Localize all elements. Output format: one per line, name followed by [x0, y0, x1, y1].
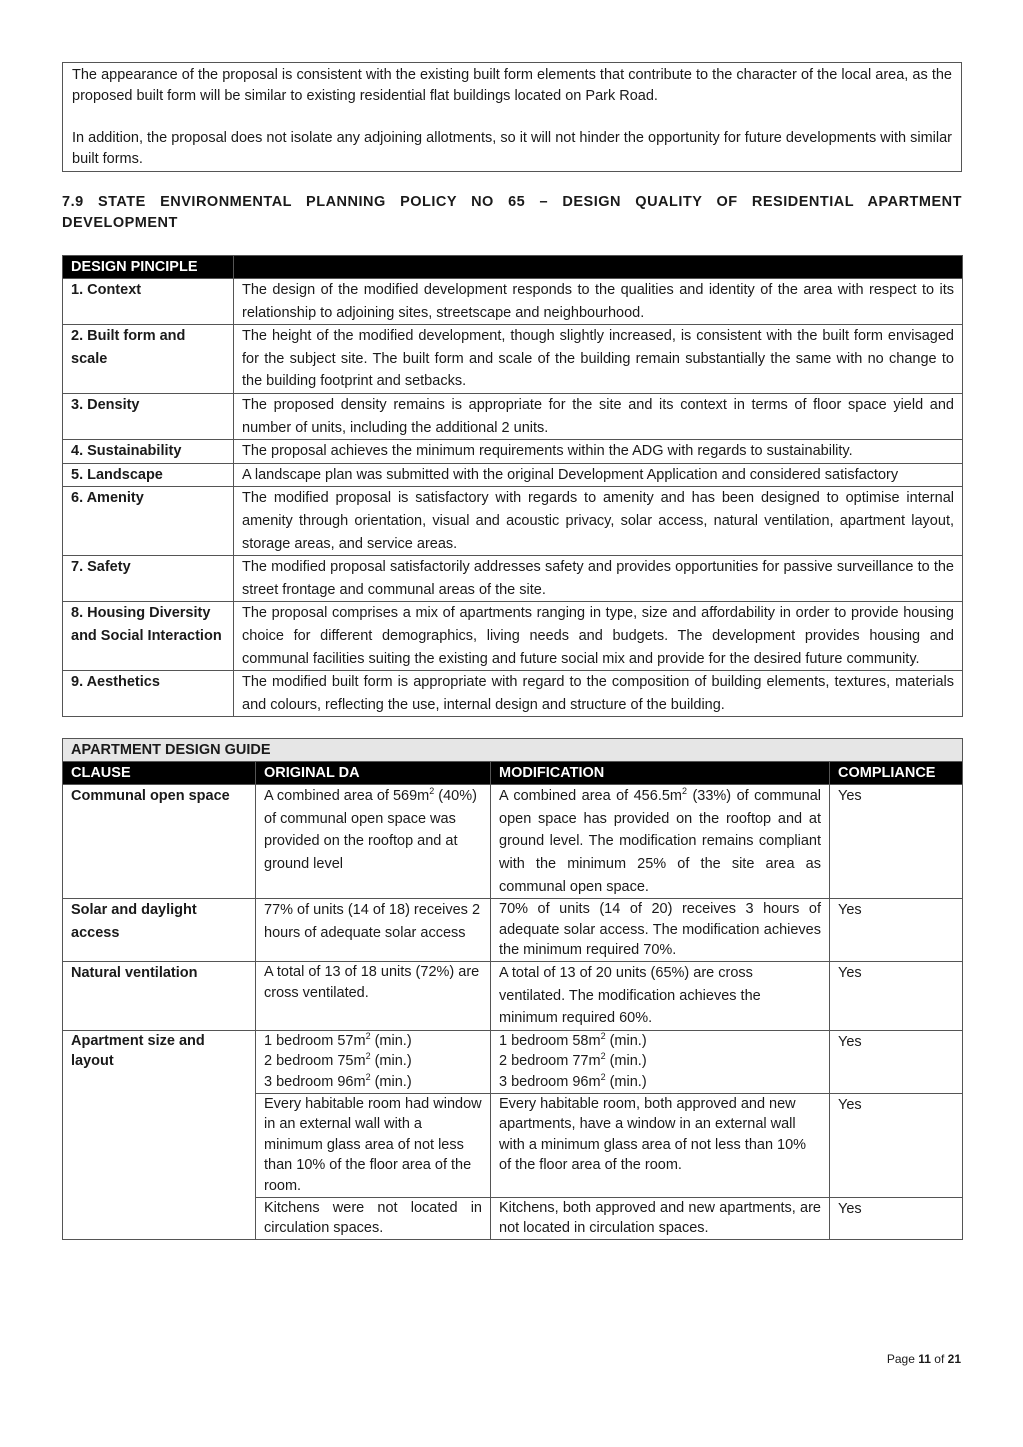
modification-text-end: (33%) of communal open space has provided on the rooftop and at ground level. The modification remains compliant with the minimum 25% of the site area as communal open space. [499, 788, 821, 895]
principle-text: The proposed density remains is appropriate for the site and its context in terms of floor space yield and number of units, including the additional 2 units. [234, 393, 963, 439]
document-page [62, 62, 962, 1240]
superscript: 2 [365, 1051, 371, 1062]
size-line [264, 1072, 482, 1093]
size-line [264, 1031, 482, 1052]
header-compliance: COMPLIANCE [830, 762, 963, 785]
size-text: 2 bedroom 77m [499, 1053, 601, 1070]
original-cell: Every habitable room had window in an external wall with a minimum glass area of not less than 10% of the floor area of the room. [256, 1093, 491, 1197]
principle-text: A landscape plan was submitted with the original Development Application and considered satisfactory [234, 463, 963, 487]
size-text: 2 bedroom 75m [264, 1053, 366, 1070]
clause-cell: Natural ventilation [63, 962, 256, 1031]
principle-text: The height of the modified development, though slightly increased, is consistent with the built form envisaged for the subject site. The built form and scale of the building remain substantially the same with no change to the building footprint and setbacks. [234, 325, 963, 394]
clause-cell: Communal open space [63, 785, 256, 899]
compliance-cell: Yes [830, 1030, 963, 1093]
superscript: 2 [600, 1030, 606, 1041]
principle-name: 1. Context [63, 279, 234, 325]
page-label: Page [886, 1352, 915, 1366]
superscript: 2 [600, 1072, 606, 1083]
size-suffix: (min.) [370, 1032, 412, 1049]
header-clause: CLAUSE [63, 762, 256, 785]
modification-cell: 70% of units (14 of 20) receives 3 hours of adequate solar access. The modification achieves the minimum required 70%. [491, 899, 830, 962]
principle-name: 2. Built form and scale [63, 325, 234, 394]
size-line [499, 1031, 821, 1052]
principle-name: 9. Aesthetics [63, 671, 234, 717]
adg-header-row [63, 762, 963, 785]
size-text: 3 bedroom 96m [264, 1074, 366, 1090]
original-text-end: (40%) of communal open space was provided on the rooftop and at ground level [264, 788, 477, 873]
compliance-cell: Yes [830, 1093, 963, 1197]
superscript: 2 [682, 786, 688, 797]
original-cell: Kitchens were not located in circulation spaces. [256, 1197, 491, 1239]
table-row [63, 393, 963, 439]
table-row [63, 1030, 963, 1093]
principle-text: The proposal comprises a mix of apartments ranging in type, size and affordability in order to provide housing choice for different demographics, living needs and budgets. The development provides housing and communal facilities suiting the existing and future social mix and provide for the desired future community. [234, 602, 963, 671]
size-suffix: (min.) [605, 1074, 647, 1090]
table-row [63, 440, 963, 464]
compliance-cell: Yes [830, 962, 963, 1031]
table-row [63, 962, 963, 1031]
intro-box [62, 62, 962, 172]
modification-cell: Kitchens, both approved and new apartments, are not located in circulation spaces. [491, 1197, 830, 1239]
table-row [63, 602, 963, 671]
header-original-da: ORIGINAL DA [256, 762, 491, 785]
size-text: 1 bedroom 57m [264, 1032, 366, 1049]
table-row [63, 279, 963, 325]
superscript: 2 [365, 1072, 371, 1083]
modification-cell: Every habitable room, both approved and new apartments, have a window in an external wall with a minimum glass area of not less than 10% of the floor area of the room. [491, 1093, 830, 1197]
superscript: 2 [429, 786, 435, 797]
original-cell: 77% of units (14 of 18) receives 2 hours of adequate solar access [256, 899, 491, 962]
size-line [499, 1072, 821, 1093]
clause-cell: Solar and daylight access [63, 899, 256, 962]
principle-name: 3. Density [63, 393, 234, 439]
size-line [264, 1051, 482, 1072]
section-heading: 7.9 STATE ENVIRONMENTAL PLANNING POLICY NO 65 – DESIGN QUALITY OF RESIDENTIAL APARTMENT DEVELOPMENT [62, 194, 962, 231]
table-row [63, 899, 963, 962]
principle-text: The design of the modified development responds to the qualities and identity of the area with respect to its relationship to adjoining sites, streetscape and neighbourhood. [234, 279, 963, 325]
table-row [63, 785, 963, 899]
table-row [63, 487, 963, 556]
table-row [63, 463, 963, 487]
design-principle-header: DESIGN PINCIPLE [63, 256, 234, 279]
intro-paragraph-1: The appearance of the proposal is consistent with the existing built form elements that contribute to the character of the local area, as the proposed built form will be similar to existing residential flat buildings located on Park Road. [72, 67, 952, 104]
size-suffix: (min.) [605, 1053, 647, 1070]
design-principle-table [62, 255, 963, 717]
principle-name: 8. Housing Diversity and Social Interaction [63, 602, 234, 671]
principle-text: The proposal achieves the minimum requirements within the ADG with regards to sustainability. [234, 440, 963, 464]
original-text-start: A combined area of 569m [264, 788, 430, 805]
principle-name: 7. Safety [63, 556, 234, 602]
apartment-design-guide-table [62, 738, 963, 1239]
principle-text: The modified proposal satisfactorily addresses safety and provides opportunities for passive surveillance to the street frontage and communal areas of the site. [234, 556, 963, 602]
size-suffix: (min.) [605, 1032, 647, 1049]
page-footer [887, 1352, 961, 1366]
size-suffix: (min.) [370, 1074, 412, 1090]
modification-cell: A total of 13 of 20 units (65%) are cross ventilated. The modification achieves the minimum required 60%. [491, 962, 830, 1031]
compliance-cell: Yes [830, 1197, 963, 1239]
size-text: 1 bedroom 58m [499, 1032, 601, 1049]
adg-title-row [63, 739, 963, 762]
compliance-cell: Yes [830, 785, 963, 899]
principle-name: 6. Amenity [63, 487, 234, 556]
size-line [499, 1051, 821, 1072]
intro-paragraph-2: In addition, the proposal does not isolate any adjoining allotments, so it will not hinder the opportunity for future developments with similar built forms. [72, 130, 952, 167]
modification-cell [491, 1030, 830, 1093]
of-label: of [934, 1352, 945, 1366]
principle-text: The modified built form is appropriate with regard to the composition of building elements, textures, materials and colours, reflecting the use, internal design and structure of the building. [234, 671, 963, 717]
superscript: 2 [600, 1051, 606, 1062]
clause-cell: Apartment size and layout [63, 1030, 256, 1239]
superscript: 2 [365, 1030, 371, 1041]
table-row [63, 671, 963, 717]
design-principle-header-blank [234, 256, 963, 279]
adg-title: APARTMENT DESIGN GUIDE [63, 739, 963, 762]
principle-name: 5. Landscape [63, 463, 234, 487]
original-cell [256, 1030, 491, 1093]
principle-name: 4. Sustainability [63, 440, 234, 464]
header-modification: MODIFICATION [491, 762, 830, 785]
modification-text-start: A combined area of 456.5m [499, 788, 682, 805]
size-suffix: (min.) [370, 1053, 412, 1070]
modification-cell [491, 785, 830, 899]
principle-text: The modified proposal is satisfactory with regards to amenity and has been designed to optimise internal amenity through orientation, visual and acoustic privacy, solar access, natural ventilation, apartment layout, storage areas, and service areas. [234, 487, 963, 556]
compliance-cell: Yes [830, 899, 963, 962]
original-cell [256, 785, 491, 899]
table-row [63, 556, 963, 602]
size-text: 3 bedroom 96m [499, 1074, 601, 1090]
table-row [63, 325, 963, 394]
design-principle-header-row [63, 256, 963, 279]
total-pages: 21 [947, 1352, 961, 1366]
page-number: 11 [918, 1352, 931, 1366]
original-cell: A total of 13 of 18 units (72%) are cross ventilated. [256, 962, 491, 1031]
